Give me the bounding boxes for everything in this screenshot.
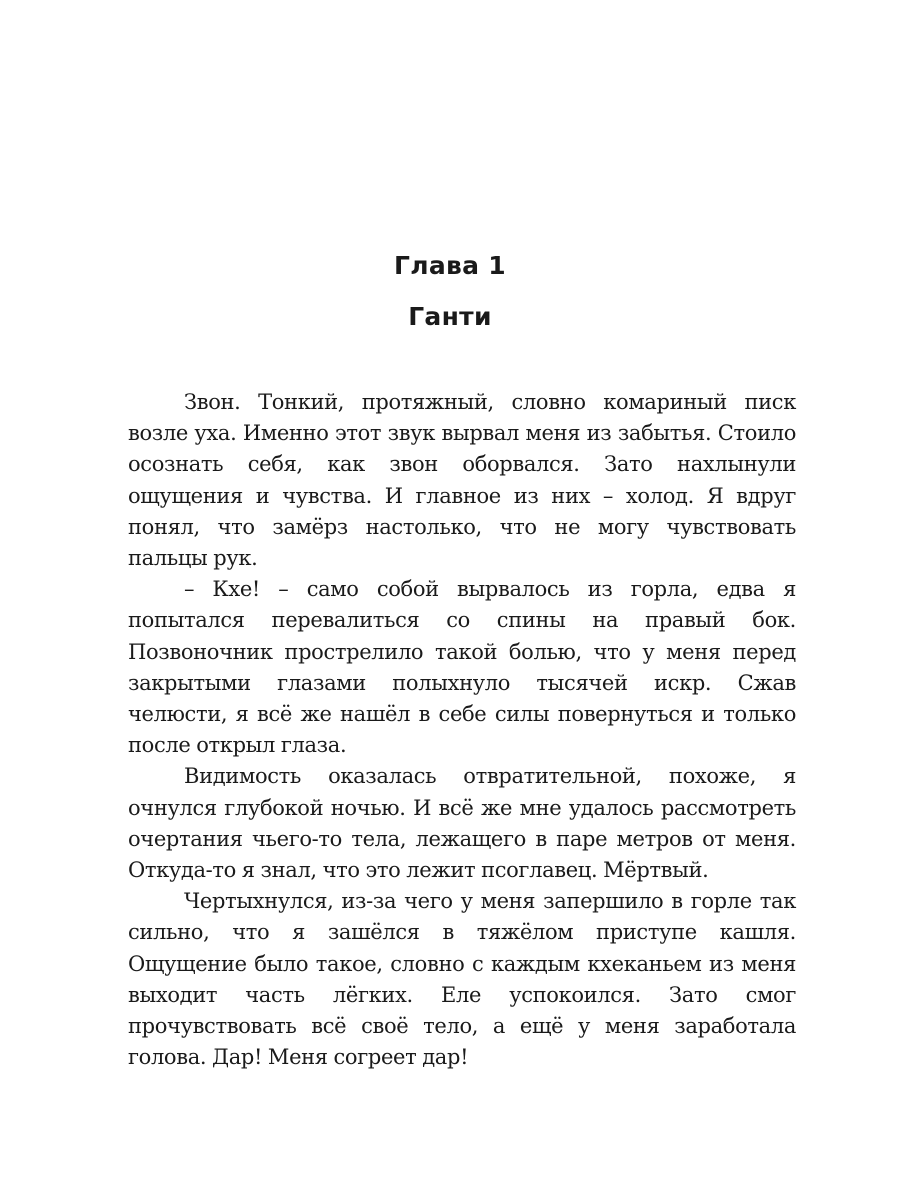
paragraph: Чертыхнулся, из-за чего у меня запершило в горле так сильно, что я зашёлся в тяжёлом приступе кашля. Ощущение было такое, словно с каждым кхеканьем из меня выходит часть лёгких. Еле успокоился. Зато смог прочувствовать всё своё тело, а ещё у меня заработала голова. Дар! Меня согреет дар!: [128, 889, 796, 1070]
body-text: [128, 387, 796, 1073]
chapter-heading: [0, 250, 900, 333]
paragraph: Видимость оказалась отвратительной, похоже, я очнулся глубокой ночью. И всё же мне удалось рассмотреть очертания чьего-то тела, лежащего в паре метров от меня. Откуда-то я знал, что это лежит псоглавец. Мёртвый.: [128, 764, 796, 883]
chapter-number: Глава 1: [394, 251, 506, 280]
paragraph: – Кхе! – само собой вырвалось из горла, едва я попытался перевалиться со спины на правый бок. Позвоночник прострелило такой болью, что у меня перед закрытыми глазами полыхнуло тысячей искр. Сжав челюсти, я всё же нашёл в себе силы повернуться и только после открыл глаза.: [128, 577, 796, 758]
chapter-title: Ганти: [408, 302, 492, 331]
paragraph: Звон. Тонкий, протяжный, словно комариный писк возле уха. Именно этот звук вырвал меня из забытья. Стоило осознать себя, как звон оборвался. Зато нахлынули ощущения и чувства. И главное из них – холод. Я вдруг понял, что замёрз настолько, что не могу чувствовать пальцы рук.: [128, 390, 796, 571]
